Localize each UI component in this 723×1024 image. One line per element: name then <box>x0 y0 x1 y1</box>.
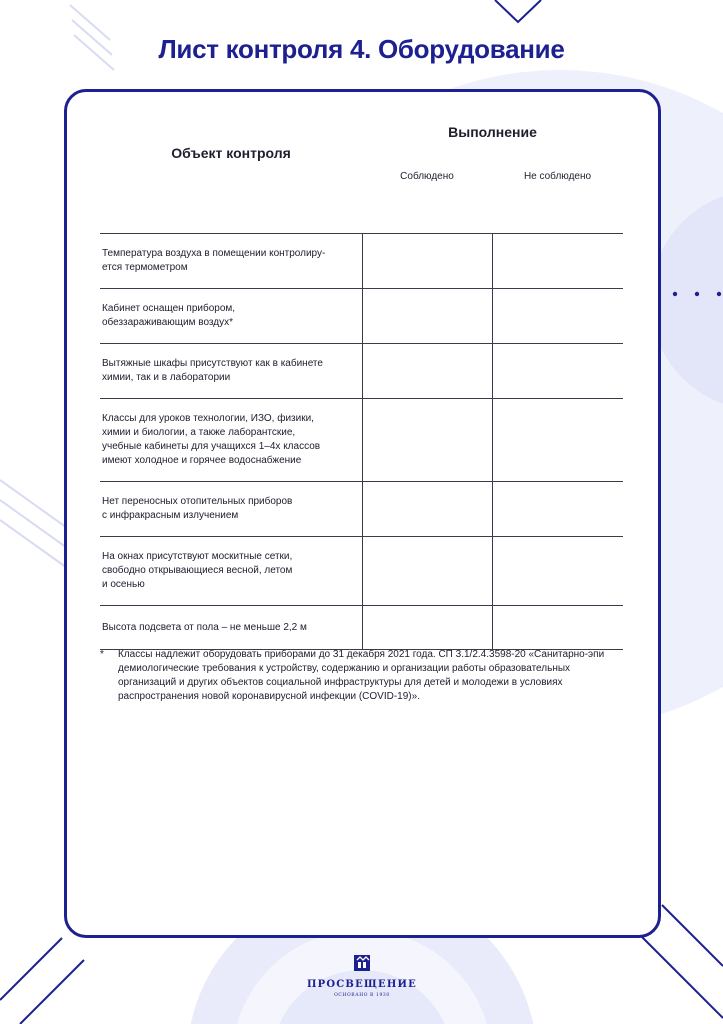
row-complied-cell[interactable] <box>362 399 492 482</box>
row-complied-cell[interactable] <box>362 537 492 606</box>
row-complied-cell[interactable] <box>362 606 492 650</box>
row-not-complied-cell[interactable] <box>492 344 623 399</box>
row-not-complied-cell[interactable] <box>492 289 623 344</box>
table-row <box>100 606 623 650</box>
header-complied: Соблюдено <box>400 170 454 182</box>
table-header-row <box>100 109 623 155</box>
row-not-complied-cell[interactable] <box>492 399 623 482</box>
row-not-complied-cell[interactable] <box>492 537 623 606</box>
table-row <box>100 289 623 344</box>
table-row <box>100 399 623 482</box>
page-title: Лист контроля 4. Оборудование <box>158 34 565 64</box>
row-object-text: Вытяжные шкафы присутствуют как в кабинете химии, так и в лаборатории <box>100 344 362 399</box>
row-complied-cell[interactable] <box>362 482 492 537</box>
decor-diagonal-bottom-right <box>662 905 723 966</box>
table-spacer-row <box>100 197 623 234</box>
footnote-mark: * <box>100 649 104 660</box>
decor-diagonal-bottom-right-2 <box>640 935 723 1018</box>
footnote <box>100 648 610 704</box>
table-row <box>100 234 623 289</box>
row-complied-cell[interactable] <box>362 344 492 399</box>
header-execution: Выполнение <box>448 124 537 140</box>
header-object: Объект контроля <box>171 145 291 161</box>
row-not-complied-cell[interactable] <box>492 482 623 537</box>
logo-subtitle: ОСНОВАНО В 1930 <box>334 993 390 998</box>
table-body <box>100 234 623 650</box>
checklist-card <box>64 89 661 938</box>
row-object-text: Нет переносных отопительных приборов с инфракрасным излучением <box>100 482 362 537</box>
table-row <box>100 482 623 537</box>
logo-name: ПРОСВЕЩЕНИЕ <box>307 979 417 990</box>
publisher-logo <box>300 954 424 998</box>
spacer-cell <box>100 197 623 234</box>
footnote-text: Классы надлежит оборудовать приборами до 31 декабря 2021 года. СП 3.1/2.4.3598-20 «Санитарно-эпи демиологические требования к устройству, содержанию и организации работы образовательных организаций и других объектов социальной инфраструктуры для детей и молодежи в условиях распространения новой коронавирусной инфекции (COVID-19)». <box>118 649 605 702</box>
decor-stripes-left <box>0 480 70 570</box>
table-row <box>100 537 623 606</box>
row-not-complied-cell[interactable] <box>492 606 623 650</box>
row-object-text: Кабинет оснащен прибором, обеззараживающим воздух* <box>100 289 362 344</box>
row-not-complied-cell[interactable] <box>492 234 623 289</box>
row-object-text: Температура воздуха в помещении контролиру- ется термометром <box>100 234 362 289</box>
table-row <box>100 344 623 399</box>
row-complied-cell[interactable] <box>362 234 492 289</box>
row-object-text: Классы для уроков технологии, ИЗО, физики, химии и биологии, а также лаборантские, учебные кабинеты для учащихся 1–4х классов имеют холодное и горячее водоснабжение <box>100 399 362 482</box>
logo-emblem-icon <box>353 954 371 972</box>
checklist-table <box>100 109 623 650</box>
header-not-complied: Не соблюдено <box>523 170 592 182</box>
row-object-text: На окнах присутствуют москитные сетки, свободно открывающиеся весной, летом и осенью <box>100 537 362 606</box>
decor-chevron-top <box>495 0 541 22</box>
row-object-text: Высота подсвета от пола – не меньше 2,2 м <box>100 606 362 650</box>
row-complied-cell[interactable] <box>362 289 492 344</box>
